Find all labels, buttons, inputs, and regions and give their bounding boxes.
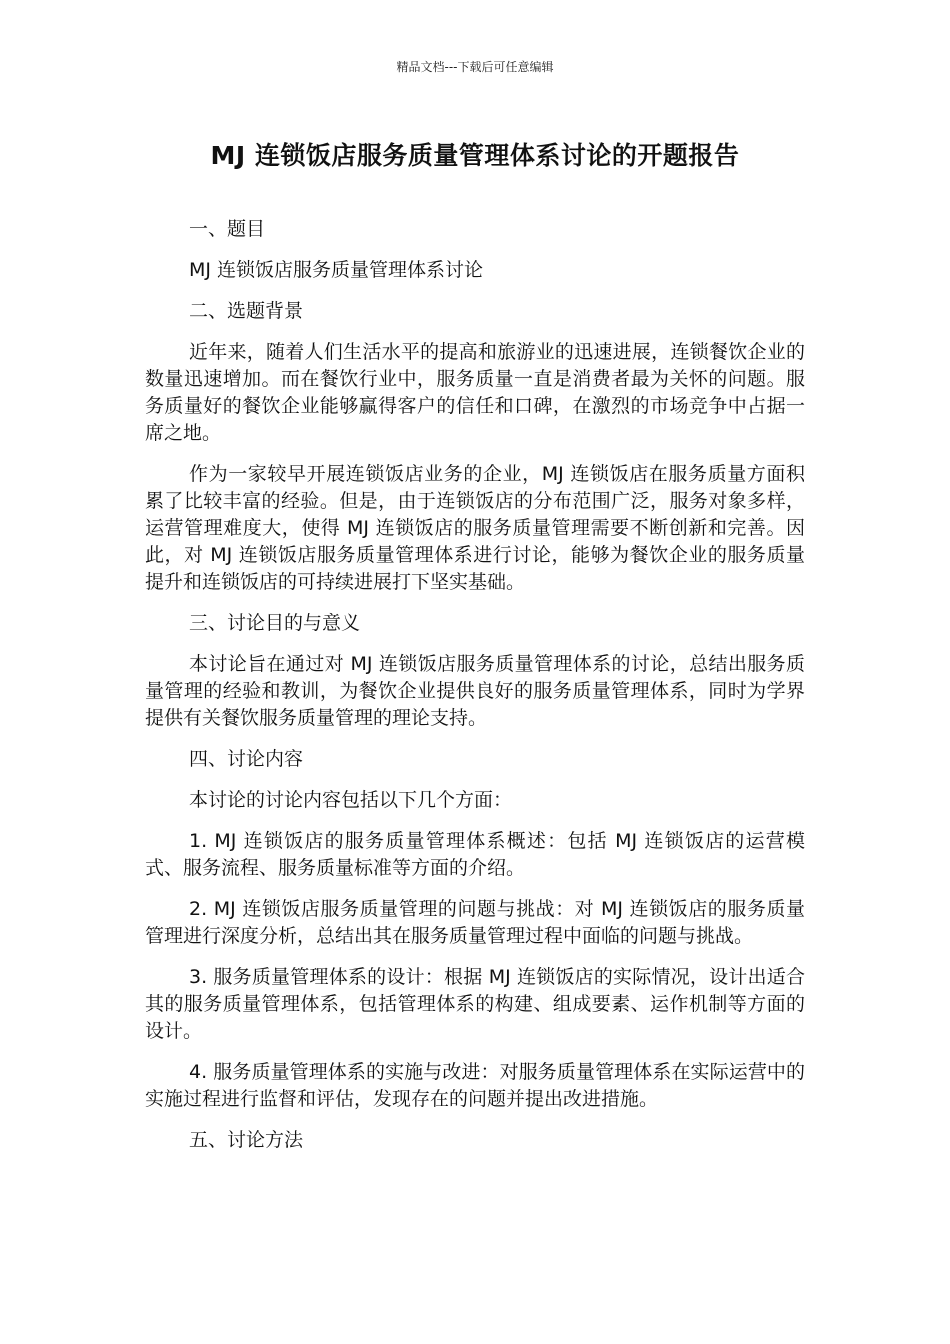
content-item-2: 2. MJ 连锁饭店服务质量管理的问题与挑战：对 MJ 连锁饭店的服务质量管理进行深度分析，总结出其在服务质量管理过程中面临的问题与挑战。 — [145, 898, 805, 947]
content-intro: 本讨论的讨论内容包括以下几个方面： — [189, 789, 513, 811]
section-heading-background: 二、选题背景 — [189, 300, 304, 322]
header-note: 精品文档---下载后可任意编辑 — [396, 60, 554, 74]
section-heading-content: 四、讨论内容 — [189, 748, 304, 770]
content-item-1: 1. MJ 连锁饭店的服务质量管理体系概述：包括 MJ 连锁饭店的运营模式、服务流程、服务质量标准等方面的介绍。 — [145, 830, 805, 879]
content-item-4: 4. 服务质量管理体系的实施与改进：对服务质量管理体系在实际运营中的实施过程进行监督和评估，发现存在的问题并提出改进措施。 — [145, 1061, 805, 1110]
content-item-3: 3. 服务质量管理体系的设计：根据 MJ 连锁饭店的实际情况，设计出适合其的服务质量管理体系，包括管理体系的构建、组成要素、运作机制等方面的设计。 — [145, 966, 805, 1042]
document-body — [145, 216, 805, 1168]
section-heading-method: 五、讨论方法 — [189, 1129, 304, 1151]
document-title: MJ 连锁饭店服务质量管理体系讨论的开题报告 — [210, 141, 740, 170]
background-paragraph-2: 作为一家较早开展连锁饭店业务的企业，MJ 连锁饭店在服务质量方面积累了比较丰富的经验。但是，由于连锁饭店的分布范围广泛，服务对象多样，运营管理难度大，使得 MJ 连锁饭店的服务质量管理需要不断创新和完善。因此，对 MJ 连锁饭店服务质量管理体系进行讨论，能够为餐饮企业的服务质量提升和连锁饭店的可持续进展打下坚实基础。 — [145, 463, 805, 593]
topic-text: MJ 连锁饭店服务质量管理体系讨论 — [189, 259, 484, 281]
purpose-paragraph: 本讨论旨在通过对 MJ 连锁饭店服务质量管理体系的讨论，总结出服务质量管理的经验和教训，为餐饮企业提供良好的服务质量管理体系，同时为学界提供有关餐饮服务质量管理的理论支持。 — [145, 653, 805, 729]
section-heading-topic: 一、题目 — [189, 218, 266, 240]
background-paragraph-1: 近年来，随着人们生活水平的提高和旅游业的迅速进展，连锁餐饮企业的数量迅速增加。而在餐饮行业中，服务质量一直是消费者最为关怀的问题。服务质量好的餐饮企业能够赢得客户的信任和口碑，在激烈的市场竞争中占据一席之地。 — [145, 341, 805, 444]
section-heading-purpose: 三、讨论目的与意义 — [189, 612, 361, 634]
